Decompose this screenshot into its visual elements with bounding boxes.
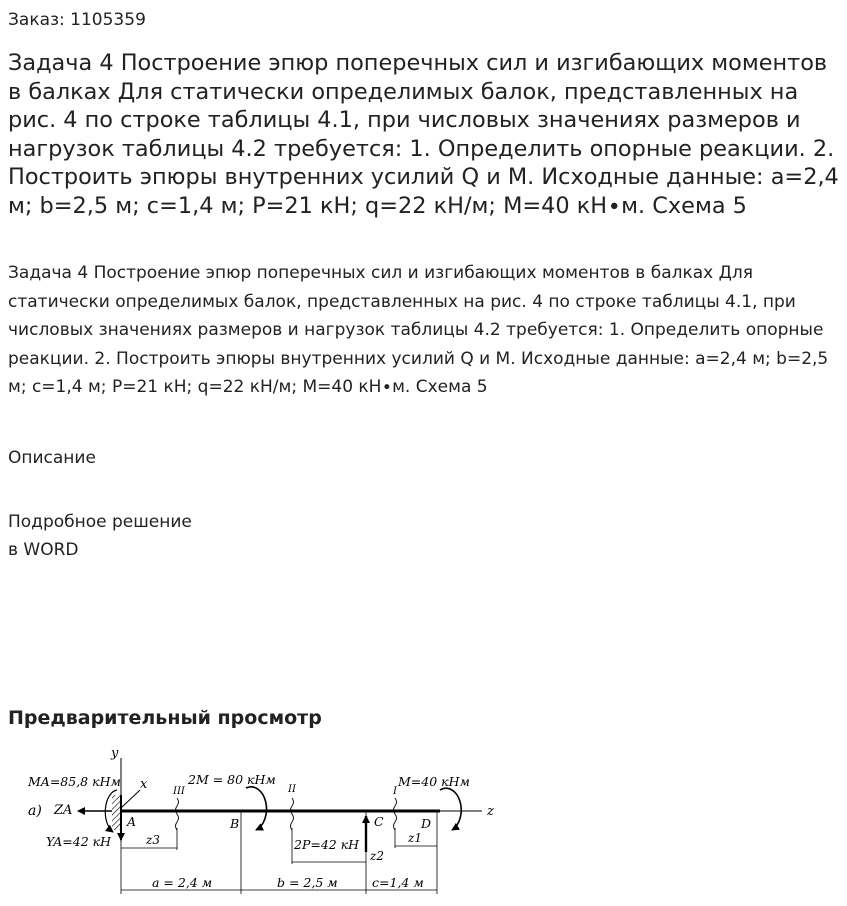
z1-label: z1 xyxy=(408,831,422,845)
solution-note-line-1: Подробное решение xyxy=(8,512,192,532)
moment-2m-label: 2M = 80 кНм xyxy=(188,772,276,787)
point-b-label: B xyxy=(230,816,240,831)
moment-m-arc xyxy=(440,788,461,830)
section-1-cut xyxy=(394,798,397,830)
section-3-label: III xyxy=(173,786,185,797)
point-d-label: D xyxy=(421,816,432,831)
beam-scheme-figure xyxy=(0,740,520,900)
reaction-moment-label: MA=85,8 кНм xyxy=(28,774,121,789)
point-c-label: C xyxy=(374,814,384,829)
x-axis-label: x xyxy=(140,777,148,792)
moment-m-label: M=40 кНм xyxy=(398,774,470,789)
dimension-b-label: b = 2,5 м xyxy=(277,875,338,890)
dimension-c-label: c=1,4 м xyxy=(372,875,424,890)
solution-note xyxy=(8,508,192,564)
section-3-cut xyxy=(176,798,179,830)
y-axis-label: y xyxy=(111,746,119,761)
section-1-label: I xyxy=(393,786,397,797)
x-axis xyxy=(121,790,140,808)
solution-note-line-2: в WORD xyxy=(8,540,79,560)
moment-2m-arc xyxy=(246,787,267,830)
reaction-ya-label: YA=42 кН xyxy=(46,834,112,849)
preview-title: Предварительный просмотр xyxy=(8,707,322,729)
section-2-label: II xyxy=(288,784,296,795)
task-heading: Задача 4 Построение эпюр поперечных сил и изгибающих моментов в балках Для статически определимых балок, представленных на рис. 4 по строке таблицы 4.1, при числовых значениях размеров и нагрузок таблицы 4.2 требуется: 1. Определить опорные реакции. 2. Построить эпюры внутренних усилий Q и М. Исходные данные: a=2,4 м; b=2,5 м; c=1,4 м; P=21 кН; q=22 кН/м; M=40 кН∙м. Схема 5 xyxy=(8,50,839,219)
point-a-label: A xyxy=(127,814,137,829)
section-2-cut xyxy=(291,798,294,830)
z-axis-label: z xyxy=(487,804,494,819)
task-description: Задача 4 Построение эпюр поперечных сил и изгибающих моментов в балках Для статически определимых балок, представленных на рис. 4 по строке таблицы 4.1, при числовых значениях размеров и нагрузок таблицы 4.2 требуется: 1. Определить опорные реакции. 2. Построить эпюры внутренних усилий Q и М. Исходные данные: a=2,4 м; b=2,5 м; c=1,4 м; P=21 кН; q=22 кН/м; M=40 кН∙м. Схема 5 xyxy=(8,263,829,397)
description-label: Описание xyxy=(8,448,96,468)
fixed-support-hatch xyxy=(112,795,121,830)
z2-label: z2 xyxy=(370,849,384,863)
order-number: Заказ: 1105359 xyxy=(8,10,146,30)
case-label: а) xyxy=(28,803,42,819)
z3-label: z3 xyxy=(146,833,160,847)
force-2p-label: 2P=42 кН xyxy=(294,837,360,852)
dimension-a-label: a = 2,4 м xyxy=(152,875,213,890)
reaction-za-label: ZA xyxy=(54,803,73,818)
